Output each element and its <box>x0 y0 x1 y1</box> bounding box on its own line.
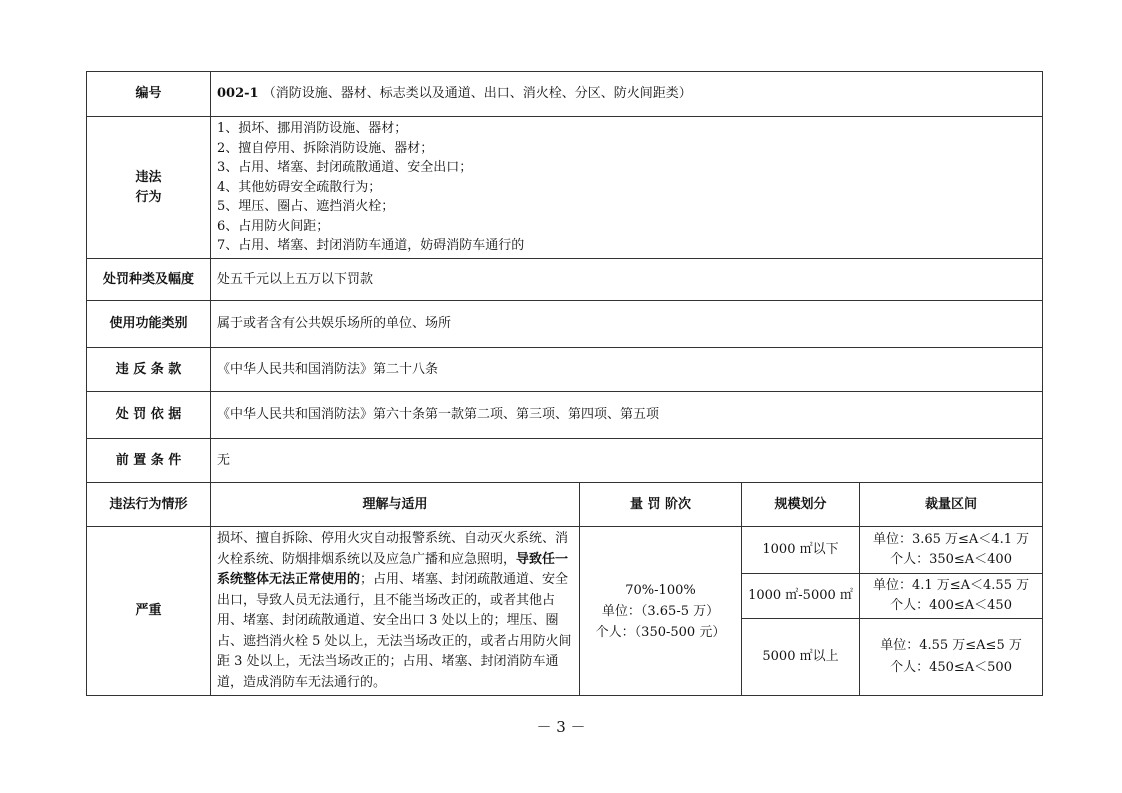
tier-range-unit: 单位：3.65 万≤A＜4.1 万 <box>872 531 1030 547</box>
tier-range <box>860 573 1043 619</box>
penalty-basis-label: 处 罚 依 据 <box>87 392 211 439</box>
severe-level-person: 个人：（350-500 元） <box>595 624 726 640</box>
severe-level-percent: 70%-100% <box>625 582 696 598</box>
severe-text-part2: ；占用、堵塞、封闭疏散通道、安全出口，导致人员无法通行，且不能当场改正的，或者其他占用、堵塞、封闭疏散通道、安全出口 3 处以上的；埋压、圈占、遮挡消火栓 5 处以上，无法当场改正的，或者占用防火间距 3 处以上，无法当场改正的；占用、堵塞、封闭消防车通道，造成消防车无法通行的。 <box>217 572 572 690</box>
violated-clause-row <box>87 348 1043 392</box>
page-number: － 3 － <box>536 718 586 736</box>
precondition-label: 前 置 条 件 <box>87 439 211 483</box>
function-category-value: 属于或者含有公共娱乐场所的单位、场所 <box>211 301 1043 348</box>
violation-item: 5、埋压、圈占、遮挡消火栓； <box>217 199 395 215</box>
violation-item: 6、占用防火间距； <box>217 218 330 234</box>
penalty-basis-row <box>87 392 1043 439</box>
tier-range <box>860 619 1043 696</box>
header-range: 裁量区间 <box>860 483 1043 527</box>
tier-scale: 5000 ㎡以上 <box>742 619 860 696</box>
severe-text-part1: 损坏、擅自拆除、停用火灾自动报警系统、自动灭火系统、消火栓系统、防烟排烟系统以及应急广播和应急照明， <box>217 531 569 567</box>
severe-text-bold: 导致任一系统整体无法正常使用的 <box>217 551 569 587</box>
header-situation: 违法行为情形 <box>87 483 211 527</box>
severe-row <box>87 527 1043 574</box>
violated-clause-label: 违 反 条 款 <box>87 348 211 392</box>
code-value <box>211 72 1043 117</box>
code-label: 编号 <box>87 72 211 117</box>
code-row <box>87 72 1043 117</box>
violation-item: 2、擅自停用、拆除消防设施、器材； <box>217 140 434 156</box>
tier-range-unit: 单位：4.1 万≤A＜4.55 万 <box>872 577 1030 593</box>
tier-range-person: 个人：350≤A＜400 <box>890 551 1012 567</box>
violation-item: 4、其他妨碍安全疏散行为； <box>217 179 382 195</box>
severe-level <box>580 527 742 696</box>
violation-items <box>211 117 1043 259</box>
discretion-table <box>86 71 1043 696</box>
violation-label-line1: 违法 <box>135 170 162 185</box>
code-number: 002-1 <box>217 86 259 102</box>
violation-row <box>87 117 1043 259</box>
tier-range <box>860 527 1043 574</box>
penalty-basis-value: 《中华人民共和国消防法》第六十条第一款第二项、第三项、第四项、第五项 <box>211 392 1043 439</box>
penalty-type-row <box>87 259 1043 301</box>
header-interpretation: 理解与适用 <box>211 483 580 527</box>
penalty-type-label: 处罚种类及幅度 <box>87 259 211 301</box>
precondition-row <box>87 439 1043 483</box>
violation-label <box>87 117 211 259</box>
code-category: （消防设施、器材、标志类以及通道、出口、消火栓、分区、防火间距类） <box>262 86 692 102</box>
tier-range-person: 个人：450≤A＜500 <box>890 660 1012 676</box>
violated-clause-value: 《中华人民共和国消防法》第二十八条 <box>211 348 1043 392</box>
function-category-row <box>87 301 1043 348</box>
function-category-label: 使用功能类别 <box>87 301 211 348</box>
tier-range-person: 个人：400≤A＜450 <box>890 597 1012 613</box>
tier-scale: 1000 ㎡-5000 ㎡ <box>742 573 860 619</box>
violation-label-line2: 行为 <box>135 189 162 205</box>
penalty-type-value: 处五千元以上五万以下罚款 <box>211 259 1043 301</box>
severe-description <box>211 527 580 696</box>
tier-range-unit: 单位：4.55 万≤A≤5 万 <box>880 638 1022 654</box>
violation-item: 1、损坏、挪用消防设施、器材； <box>217 121 408 137</box>
precondition-value: 无 <box>211 439 1043 483</box>
header-row <box>87 483 1043 527</box>
header-scale: 规模划分 <box>742 483 860 527</box>
violation-item: 3、占用、堵塞、封闭疏散通道、安全出口； <box>217 160 473 176</box>
header-penalty-level: 量 罚 阶次 <box>580 483 742 527</box>
severe-level-unit: 单位：（3.65-5 万） <box>601 603 720 619</box>
tier-scale: 1000 ㎡以下 <box>742 527 860 574</box>
violation-item: 7、占用、堵塞、封闭消防车通道，妨碍消防车通行的 <box>217 238 525 254</box>
severe-label: 严重 <box>87 527 211 696</box>
